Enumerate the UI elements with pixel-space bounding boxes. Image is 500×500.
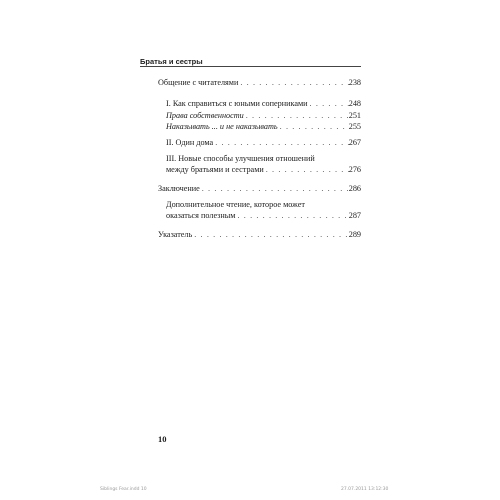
toc-entry-title: Заключение xyxy=(158,184,200,193)
toc-entry-title: Общение с читателями xyxy=(158,78,239,87)
toc-entry-title: Наказывать ... и не наказывать xyxy=(166,122,278,131)
toc-entry-page: 238 xyxy=(348,78,361,87)
running-head: Братья и сестры xyxy=(140,57,203,66)
toc-entry-first-line xyxy=(166,154,315,164)
toc-entry-title: III. Новые способы улучшения отношений xyxy=(166,154,315,163)
toc-entry xyxy=(158,78,361,88)
toc-entry xyxy=(166,99,361,109)
toc-leader-dots xyxy=(308,99,349,109)
toc-entry-title: Указатель xyxy=(158,230,193,239)
print-slug-file: Siblings Fear.indd 10 xyxy=(100,487,147,492)
toc-entry xyxy=(166,138,361,148)
toc-leader-dots xyxy=(244,111,349,121)
toc-entry-page: 255 xyxy=(348,122,361,131)
toc-entry-page: 287 xyxy=(348,211,361,220)
running-head-rule xyxy=(140,66,361,67)
toc-entry-page: 276 xyxy=(348,165,361,174)
toc-entry-title: Дополнительное чтение, которое может xyxy=(166,200,305,209)
toc-leader-dots xyxy=(235,211,348,221)
page-number: 10 xyxy=(158,434,167,444)
print-slug-timestamp: 27.07.2011 13:12:30 xyxy=(341,487,389,492)
toc-entry-title: II. Один дома xyxy=(166,138,214,147)
toc-entry-title: I. Как справиться с юными соперниками xyxy=(166,99,308,108)
toc-entry-page: 286 xyxy=(348,184,361,193)
toc-leader-dots xyxy=(213,138,349,148)
toc-entry-title: оказаться полезным xyxy=(166,211,236,220)
toc-entry xyxy=(158,184,361,194)
toc-entry xyxy=(166,165,361,175)
toc-entry-page: 248 xyxy=(348,99,361,108)
toc-leader-dots xyxy=(238,78,348,88)
toc-leader-dots xyxy=(264,165,349,175)
toc-entry xyxy=(166,122,361,132)
toc-entry-page: 251 xyxy=(348,111,361,120)
toc-leader-dots xyxy=(192,230,348,240)
toc-entry-first-line xyxy=(166,200,305,210)
toc-entry xyxy=(166,211,361,221)
toc-entry-page: 267 xyxy=(348,138,361,147)
toc-entry-title: Права собственности xyxy=(166,111,244,120)
toc-entry xyxy=(166,111,361,121)
toc-entry xyxy=(158,230,361,240)
toc-leader-dots xyxy=(278,122,349,132)
toc-entry-page: 289 xyxy=(348,230,361,239)
toc-leader-dots xyxy=(200,184,349,194)
toc-entry-title: между братьями и сестрами xyxy=(166,165,264,174)
